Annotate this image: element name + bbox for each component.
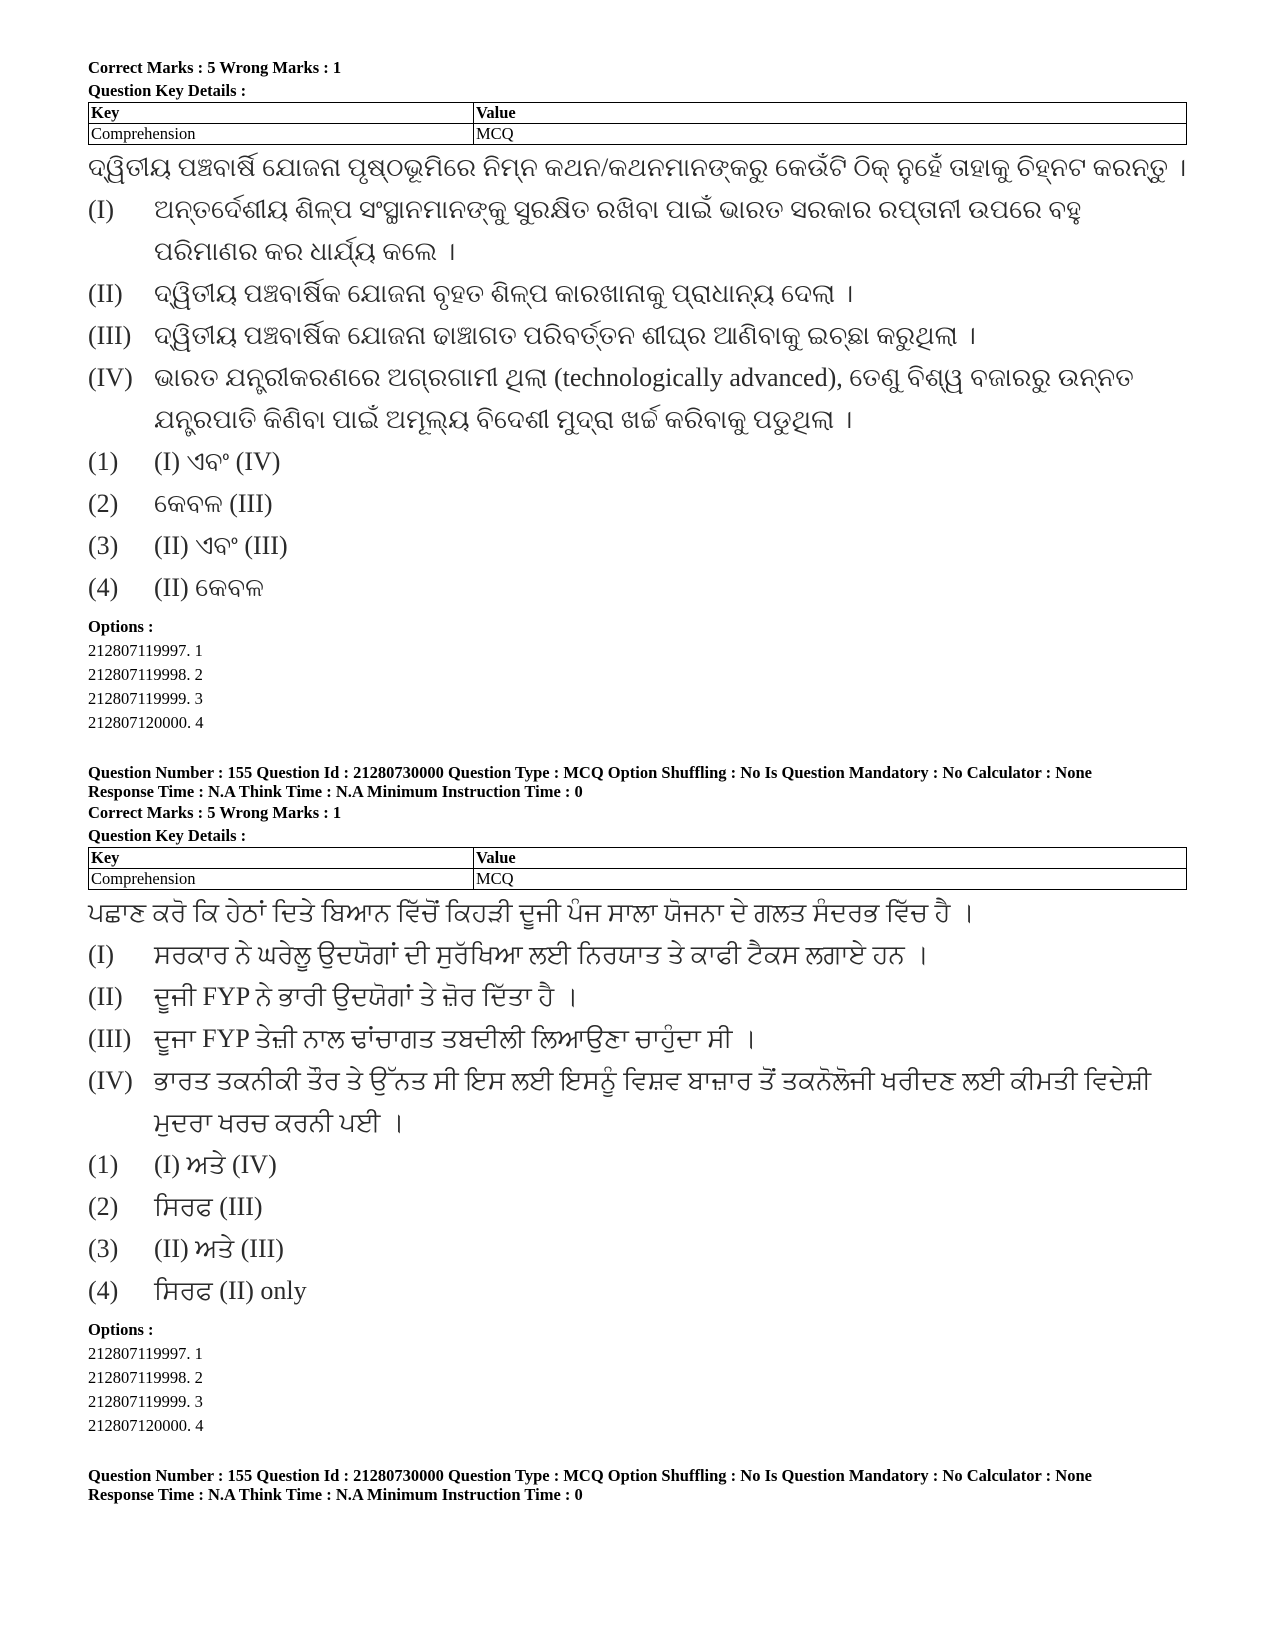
answer-choice: [88, 1228, 1188, 1270]
statement-number: (I): [88, 940, 114, 969]
statement-text: ਭਾਰਤ ਤਕਨੀਕੀ ਤੌਰ ਤੇ ਉੱਨਤ ਸੀ ਇਸ ਲਈ ਇਸਨੂੰ ਵਿਸ਼ਵ ਬਾਜ਼ਾਰ ਤੋਂ ਤਕਨੋਲੋਜੀ ਖਰੀਦਣ ਲਈ ਕੀਮਤੀ ਵਿਦੇਸ਼ੀ ਮੁਦਰਾ ਖਰਚ ਕਰਨੀ ਪਈ ।: [154, 1066, 1152, 1137]
options-label: Options :: [88, 1320, 154, 1339]
spacer: [88, 1438, 1188, 1466]
statement-text: ଅନ୍ତର୍ଦେଶୀୟ ଶିଳ୍ପ ସଂସ୍ଥାନମାନଙ୍କୁ ସୁରକ୍ଷିତ ରଖିବା ପାଇଁ ଭାରତ ସରକାର ରପ୍ତାନୀ ଉପରେ ବହୁ ପରିମାଣର କର ଧାର୍ଯ୍ୟ କଲେ ।: [154, 195, 1082, 266]
answer-text: କେବଳ (III): [154, 489, 273, 518]
table-header-row: [89, 848, 1187, 869]
cell-key: Comprehension: [89, 124, 474, 145]
key-details-table: [88, 102, 1187, 145]
key-details-table: [88, 847, 1187, 890]
question-block: [88, 56, 1188, 735]
statement-text: ਦੂਜਾ FYP ਤੇਜ਼ੀ ਨਾਲ ਢਾਂਚਾਗਤ ਤਬਦੀਲੀ ਲਿਆਉਣਾ ਚਾਹੁੰਦਾ ਸੀ ।: [154, 1024, 757, 1053]
question-stem: ਪਛਾਣ ਕਰੋ ਕਿ ਹੇਠਾਂ ਦਿਤੇ ਬਿਆਨ ਵਿੱਚੋਂ ਕਿਹੜੀ ਦੂਜੀ ਪੰਜ ਸਾਲਾ ਯੋਜਨਾ ਦੇ ਗਲਤ ਸੰਦਰਭ ਵਿੱਚ ਹੈ ।: [88, 898, 975, 927]
option-item: 212807119998. 2: [88, 665, 203, 684]
answer-choice: [88, 441, 1188, 483]
answer-text: (I) ଏବଂ (IV): [154, 447, 281, 476]
question-meta-line: Question Number : 155 Question Id : 21280730000 Question Type : MCQ Option Shuffling : No Is Question Mandatory : No Calculator : None: [88, 1466, 1092, 1485]
question-body: [88, 892, 1188, 1312]
statement: [88, 315, 1188, 357]
answer-choice: [88, 483, 1188, 525]
statement-number: (IV): [88, 1066, 133, 1095]
marks-line: Correct Marks : 5 Wrong Marks : 1: [88, 58, 342, 77]
question-paper-page: [88, 56, 1188, 1504]
answer-number: (3): [88, 531, 119, 560]
header-key: Key: [89, 848, 474, 869]
header-value: Value: [474, 103, 1187, 124]
statement: [88, 1018, 1188, 1060]
answer-choice: [88, 1144, 1188, 1186]
cell-key: Comprehension: [89, 869, 474, 890]
answer-text: (I) ਅਤੇ (IV): [154, 1150, 277, 1179]
statement: [88, 189, 1188, 273]
table-row: [89, 869, 1187, 890]
statement: [88, 934, 1188, 976]
statement-number: (II): [88, 279, 123, 308]
options-label: Options :: [88, 617, 154, 636]
answer-choice: [88, 1270, 1188, 1312]
answer-number: (4): [88, 573, 119, 602]
question-block: [88, 763, 1188, 1438]
key-details-label: Question Key Details :: [88, 81, 247, 100]
cell-value: MCQ: [474, 869, 1187, 890]
statement: [88, 273, 1188, 315]
answer-number: (2): [88, 1192, 119, 1221]
answer-text: ਸਿਰਫ (III): [154, 1192, 263, 1221]
answer-text: (II) କେବଳ: [154, 573, 264, 602]
option-item: 212807120000. 4: [88, 1416, 204, 1435]
answer-number: (3): [88, 1234, 119, 1263]
header-key: Key: [89, 103, 474, 124]
answer-text: ਸਿਰਫ (II) only: [154, 1276, 307, 1305]
statement: [88, 1060, 1188, 1144]
statement-text: ਦੂਜੀ FYP ਨੇ ਭਾਰੀ ਉਦਯੋਗਾਂ ਤੇ ਜ਼ੋਰ ਦਿੱਤਾ ਹੈ ।: [154, 982, 579, 1011]
option-item: 212807119997. 1: [88, 641, 203, 660]
option-item: 212807119999. 3: [88, 689, 203, 708]
question-meta-line: Question Number : 155 Question Id : 21280730000 Question Type : MCQ Option Shuffling : No Is Question Mandatory : No Calculator : None: [88, 763, 1092, 782]
answer-number: (2): [88, 489, 119, 518]
answer-choice: [88, 525, 1188, 567]
answer-text: (II) ଏବଂ (III): [154, 531, 288, 560]
table-header-row: [89, 103, 1187, 124]
question-body: [88, 147, 1188, 609]
answer-number: (1): [88, 1150, 119, 1179]
option-item: 212807120000. 4: [88, 713, 204, 732]
statement: [88, 357, 1188, 441]
option-item: 212807119999. 3: [88, 1392, 203, 1411]
key-details-label: Question Key Details :: [88, 826, 247, 845]
marks-line: Correct Marks : 5 Wrong Marks : 1: [88, 803, 342, 822]
question-meta-line: Response Time : N.A Think Time : N.A Minimum Instruction Time : 0: [88, 782, 583, 801]
statement-number: (IV): [88, 363, 133, 392]
option-item: 212807119998. 2: [88, 1368, 203, 1387]
header-value: Value: [474, 848, 1187, 869]
option-item: 212807119997. 1: [88, 1344, 203, 1363]
answer-choice: [88, 567, 1188, 609]
statement-text: ଭାରତ ଯନ୍ତ୍ରୀକରଣରେ ଅଗ୍ରଗାମୀ ଥିଲା (technologically advanced), ତେଣୁ ବିଶ୍ୱ ବଜାରରୁ ଉନ୍ନତ ଯନ୍ତ୍ରପାତି କିଣିବା ପାଇଁ ଅମୂଲ୍ୟ ବିଦେଶୀ ମୁଦ୍ରା ଖର୍ଚ୍ଚ କରିବାକୁ ପଡୁଥିଲା ।: [154, 363, 1134, 434]
spacer: [88, 735, 1188, 763]
statement-number: (III): [88, 321, 132, 350]
cell-value: MCQ: [474, 124, 1187, 145]
statement-text: ଦ୍ୱିତୀୟ ପଞ୍ଚବାର୍ଷିକ ଯୋଜନା ଢାଞ୍ଚାଗତ ପରିବର୍ତ୍ତନ ଶୀଘ୍ର ଆଣିବାକୁ ଇଚ୍ଛା କରୁଥିଲା ।: [154, 321, 976, 350]
table-row: [89, 124, 1187, 145]
answer-text: (II) ਅਤੇ (III): [154, 1234, 284, 1263]
answer-number: (1): [88, 447, 119, 476]
options-list: [88, 615, 1188, 735]
statement-text: ਸਰਕਾਰ ਨੇ ਘਰੇਲੂ ਉਦਯੋਗਾਂ ਦੀ ਸੁਰੱਖਿਆ ਲਈ ਨਿਰਯਾਤ ਤੇ ਕਾਫੀ ਟੈਕਸ ਲਗਾਏ ਹਨ ।: [154, 940, 929, 969]
question-block: [88, 1466, 1188, 1504]
statement-text: ଦ୍ୱିତୀୟ ପଞ୍ଚବାର୍ଷିକ ଯୋଜନା ବୃହତ ଶିଳ୍ପ କାରଖାନାକୁ ପ୍ରାଧାନ୍ୟ ଦେଲା ।: [154, 279, 854, 308]
answer-choice: [88, 1186, 1188, 1228]
options-list: [88, 1318, 1188, 1438]
statement: [88, 976, 1188, 1018]
answer-number: (4): [88, 1276, 119, 1305]
statement-number: (I): [88, 195, 114, 224]
question-meta-line: Response Time : N.A Think Time : N.A Minimum Instruction Time : 0: [88, 1485, 583, 1504]
question-stem: ଦ୍ୱିତୀୟ ପଞ୍ଚବାର୍ଷି ଯୋଜନା ପୃଷ୍ଠଭୂମିରେ ନିମ୍ନ କଥନ/କଥନମାନଙ୍କରୁ କେଉଁଟି ଠିକ୍ ନୁହେଁ ତାହାକୁ ଚିହ୍ନଟ କରନ୍ତୁ ।: [88, 153, 1187, 182]
statement-number: (III): [88, 1024, 132, 1053]
statement-number: (II): [88, 982, 123, 1011]
